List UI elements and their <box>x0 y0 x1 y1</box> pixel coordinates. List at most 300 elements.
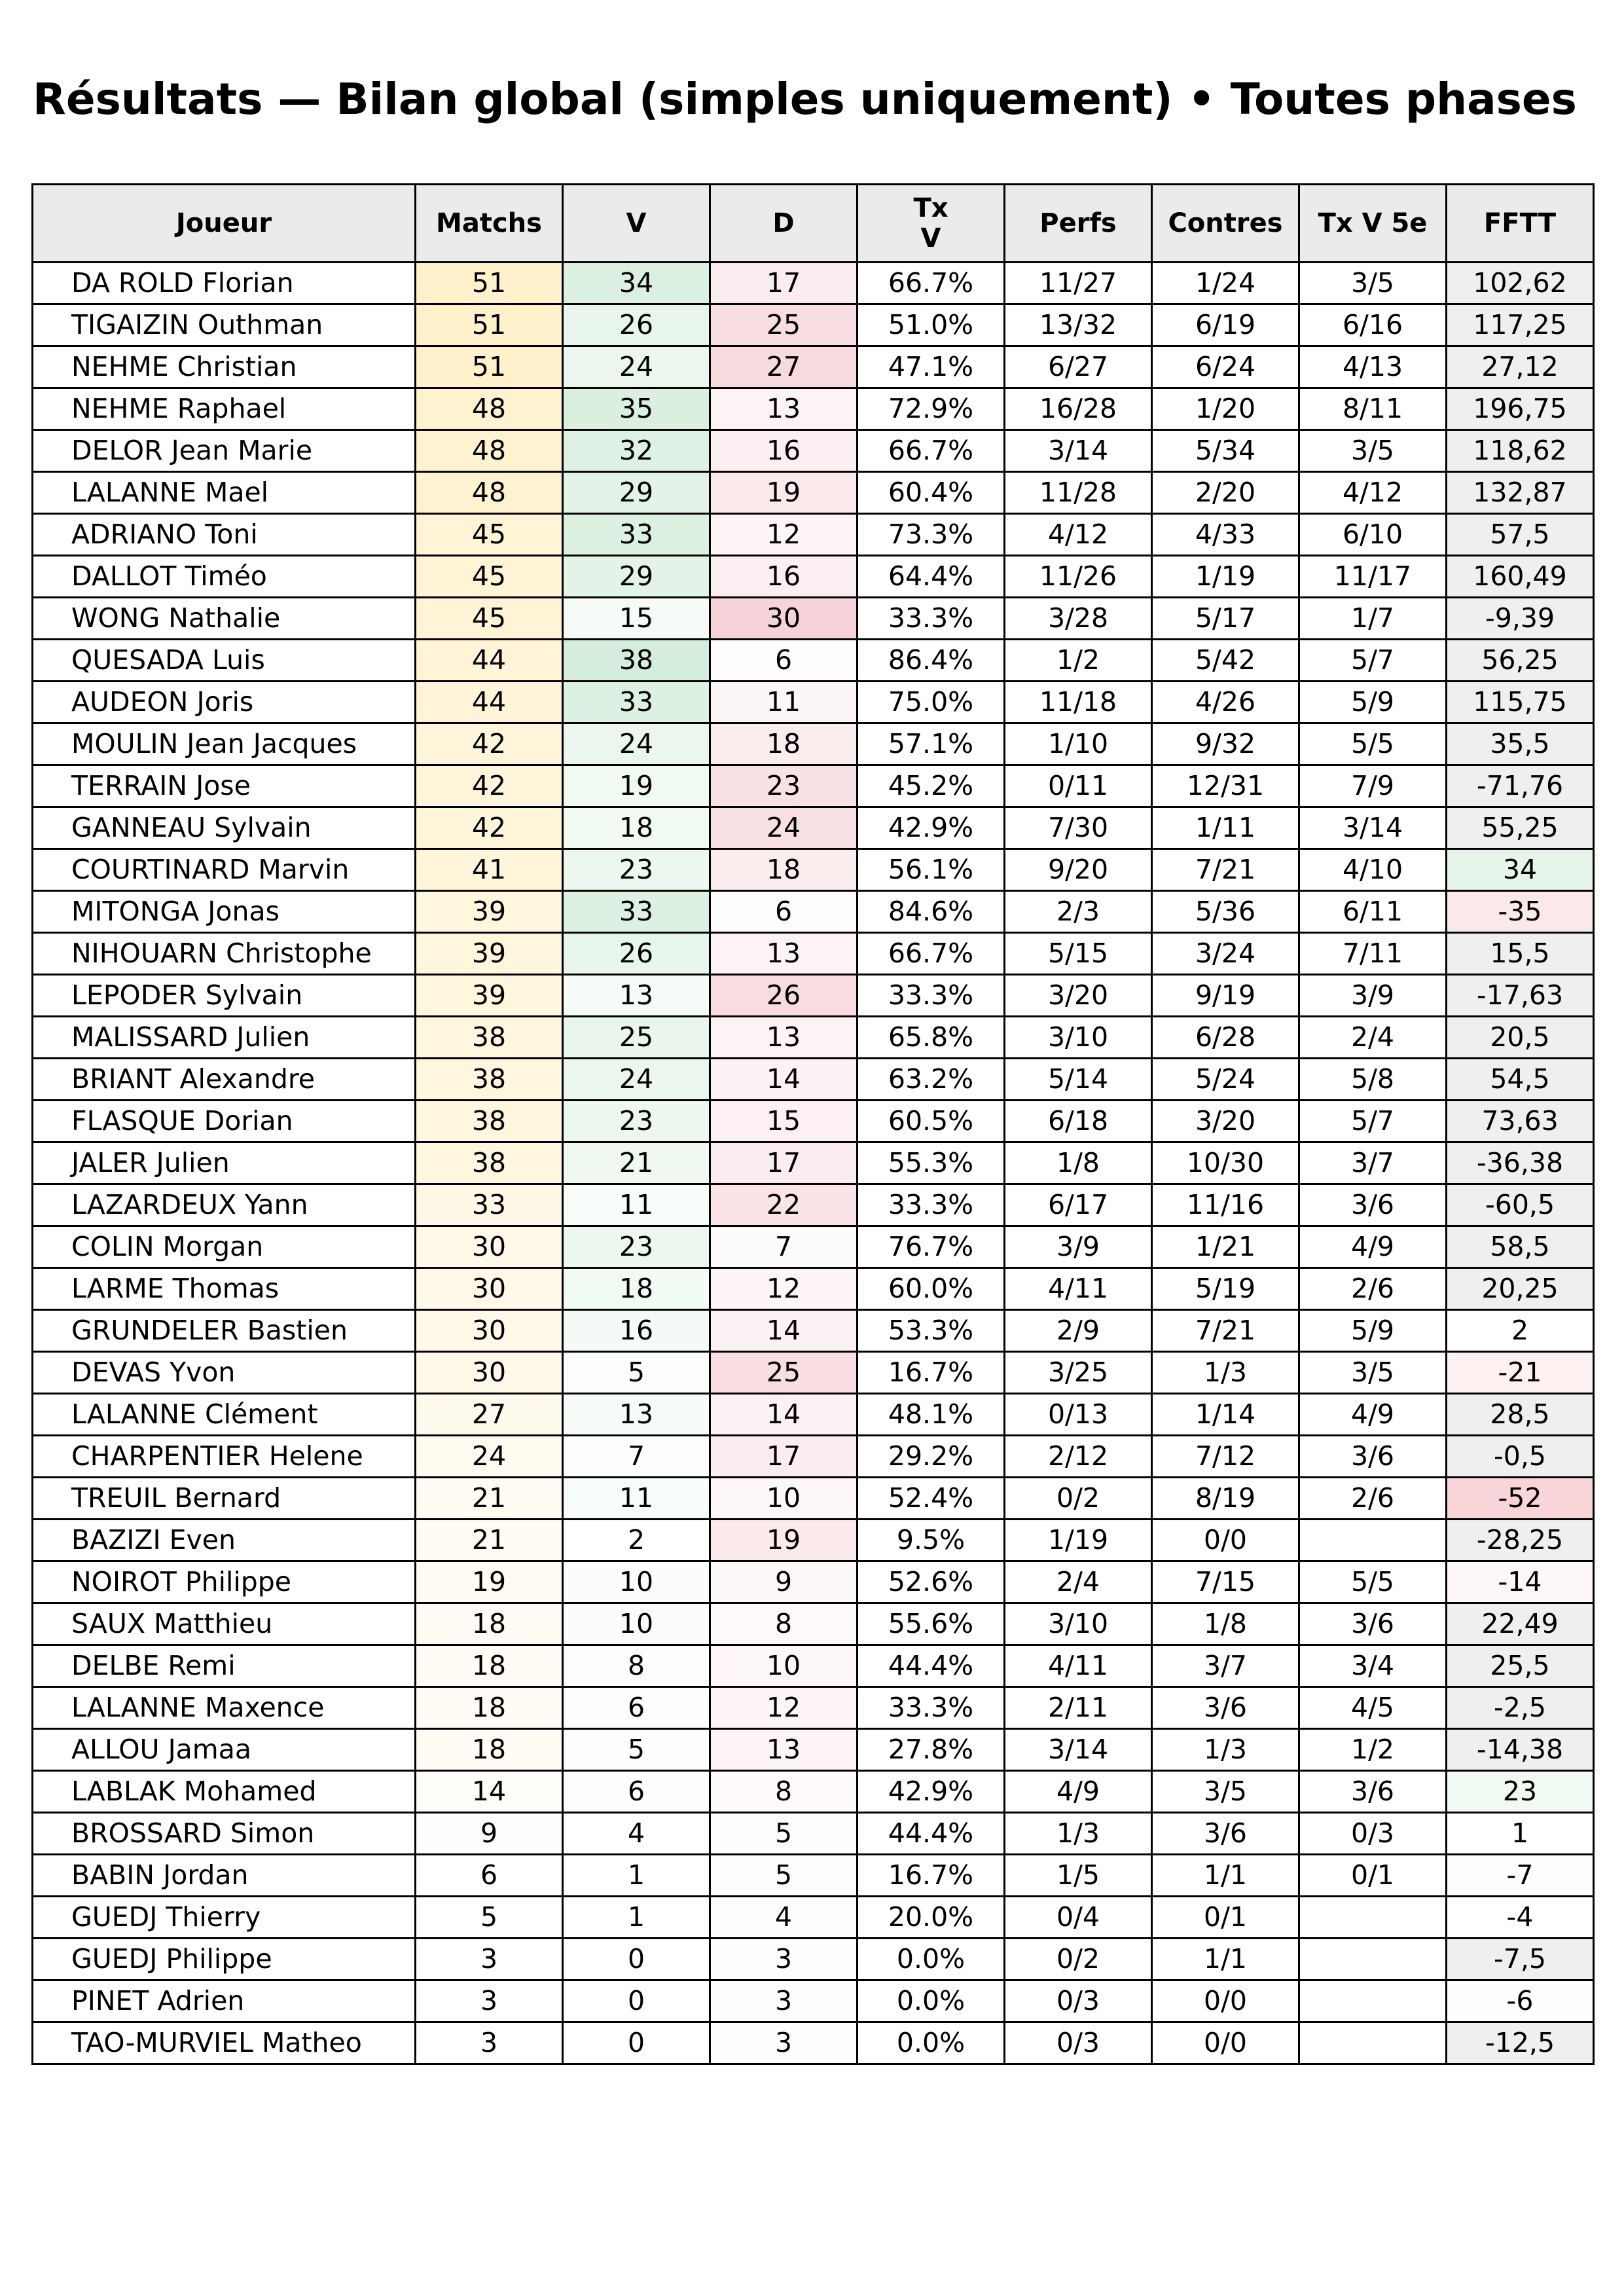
cell-joueur: GRUNDELER Bastien <box>33 1310 416 1352</box>
cell-tx-v: 0.0% <box>857 1980 1005 2022</box>
cell-joueur: NEHME Christian <box>33 346 416 388</box>
cell-contres: 1/24 <box>1152 263 1299 304</box>
cell-perfs: 6/18 <box>1005 1101 1152 1142</box>
cell-tx-v: 60.4% <box>857 472 1005 514</box>
cell-contres: 0/1 <box>1152 1897 1299 1939</box>
table-row <box>33 1310 1594 1352</box>
cell-contres: 5/36 <box>1152 891 1299 933</box>
table-row <box>33 1101 1594 1142</box>
cell-d: 14 <box>710 1394 857 1436</box>
cell-tx-v: 73.3% <box>857 514 1005 556</box>
cell-perfs: 5/15 <box>1005 933 1152 975</box>
cell-fftt: 196,75 <box>1447 388 1594 430</box>
cell-joueur: ADRIANO Toni <box>33 514 416 556</box>
cell-matchs: 30 <box>416 1352 563 1394</box>
results-table <box>31 183 1595 2065</box>
cell-fftt: 73,63 <box>1447 1101 1594 1142</box>
cell-joueur: GUEDJ Thierry <box>33 1897 416 1939</box>
cell-tx-v-5e: 3/6 <box>1299 1184 1447 1226</box>
cell-perfs: 0/3 <box>1005 2022 1152 2064</box>
cell-d: 10 <box>710 1478 857 1520</box>
cell-matchs: 3 <box>416 1980 563 2022</box>
cell-fftt: 54,5 <box>1447 1059 1594 1101</box>
cell-matchs: 45 <box>416 556 563 598</box>
table-row <box>33 1142 1594 1184</box>
cell-d: 3 <box>710 1939 857 1980</box>
cell-v: 1 <box>563 1855 710 1897</box>
cell-matchs: 44 <box>416 640 563 682</box>
cell-contres: 3/6 <box>1152 1687 1299 1729</box>
table-row <box>33 807 1594 849</box>
cell-d: 6 <box>710 891 857 933</box>
column-header-d: D <box>710 185 857 263</box>
cell-tx-v: 63.2% <box>857 1059 1005 1101</box>
cell-tx-v: 84.6% <box>857 891 1005 933</box>
table-row <box>33 723 1594 765</box>
table-row <box>33 891 1594 933</box>
cell-contres: 5/24 <box>1152 1059 1299 1101</box>
cell-d: 13 <box>710 388 857 430</box>
cell-d: 14 <box>710 1059 857 1101</box>
cell-matchs: 42 <box>416 723 563 765</box>
cell-tx-v-5e: 3/6 <box>1299 1436 1447 1478</box>
cell-contres: 12/31 <box>1152 765 1299 807</box>
cell-contres: 5/42 <box>1152 640 1299 682</box>
cell-tx-v: 29.2% <box>857 1436 1005 1478</box>
cell-v: 23 <box>563 849 710 891</box>
cell-fftt: -2,5 <box>1447 1687 1594 1729</box>
cell-contres: 1/8 <box>1152 1603 1299 1645</box>
cell-matchs: 41 <box>416 849 563 891</box>
cell-fftt: -71,76 <box>1447 765 1594 807</box>
cell-fftt: -17,63 <box>1447 975 1594 1017</box>
cell-tx-v-5e <box>1299 1897 1447 1939</box>
cell-tx-v: 33.3% <box>857 598 1005 640</box>
cell-d: 14 <box>710 1310 857 1352</box>
table-row <box>33 1268 1594 1310</box>
cell-d: 24 <box>710 807 857 849</box>
cell-perfs: 7/30 <box>1005 807 1152 849</box>
cell-tx-v-5e: 4/13 <box>1299 346 1447 388</box>
cell-contres: 3/6 <box>1152 1813 1299 1855</box>
cell-tx-v-5e: 0/1 <box>1299 1855 1447 1897</box>
cell-tx-v-5e: 3/6 <box>1299 1771 1447 1813</box>
cell-joueur: SAUX Matthieu <box>33 1603 416 1645</box>
cell-matchs: 44 <box>416 682 563 723</box>
table-row <box>33 1394 1594 1436</box>
cell-tx-v: 48.1% <box>857 1394 1005 1436</box>
table-row <box>33 849 1594 891</box>
cell-matchs: 38 <box>416 1059 563 1101</box>
cell-matchs: 48 <box>416 430 563 472</box>
cell-tx-v: 42.9% <box>857 1771 1005 1813</box>
cell-contres: 10/30 <box>1152 1142 1299 1184</box>
cell-v: 33 <box>563 682 710 723</box>
cell-d: 27 <box>710 346 857 388</box>
table-row <box>33 1352 1594 1394</box>
cell-joueur: MALISSARD Julien <box>33 1017 416 1059</box>
cell-matchs: 18 <box>416 1603 563 1645</box>
cell-tx-v: 44.4% <box>857 1813 1005 1855</box>
cell-tx-v-5e <box>1299 1980 1447 2022</box>
table-row <box>33 1897 1594 1939</box>
table-row <box>33 1520 1594 1561</box>
table-row <box>33 556 1594 598</box>
cell-perfs: 16/28 <box>1005 388 1152 430</box>
cell-d: 26 <box>710 975 857 1017</box>
cell-tx-v: 52.4% <box>857 1478 1005 1520</box>
cell-contres: 5/19 <box>1152 1268 1299 1310</box>
cell-perfs: 5/14 <box>1005 1059 1152 1101</box>
cell-v: 35 <box>563 388 710 430</box>
cell-tx-v-5e: 0/3 <box>1299 1813 1447 1855</box>
cell-contres: 1/3 <box>1152 1352 1299 1394</box>
cell-d: 4 <box>710 1897 857 1939</box>
table-row <box>33 430 1594 472</box>
cell-tx-v-5e: 2/6 <box>1299 1268 1447 1310</box>
cell-tx-v: 72.9% <box>857 388 1005 430</box>
cell-contres: 3/20 <box>1152 1101 1299 1142</box>
cell-contres: 9/32 <box>1152 723 1299 765</box>
cell-joueur: BABIN Jordan <box>33 1855 416 1897</box>
cell-v: 8 <box>563 1645 710 1687</box>
cell-v: 32 <box>563 430 710 472</box>
cell-fftt: -60,5 <box>1447 1184 1594 1226</box>
cell-tx-v: 47.1% <box>857 346 1005 388</box>
cell-v: 33 <box>563 891 710 933</box>
cell-v: 11 <box>563 1478 710 1520</box>
table-row <box>33 1478 1594 1520</box>
cell-fftt: 115,75 <box>1447 682 1594 723</box>
cell-fftt: 22,49 <box>1447 1603 1594 1645</box>
cell-perfs: 3/9 <box>1005 1226 1152 1268</box>
cell-perfs: 2/3 <box>1005 891 1152 933</box>
cell-joueur: DEVAS Yvon <box>33 1352 416 1394</box>
cell-tx-v-5e: 4/5 <box>1299 1687 1447 1729</box>
cell-tx-v: 66.7% <box>857 430 1005 472</box>
cell-perfs: 3/10 <box>1005 1603 1152 1645</box>
cell-matchs: 5 <box>416 1897 563 1939</box>
cell-joueur: COURTINARD Marvin <box>33 849 416 891</box>
cell-perfs: 1/19 <box>1005 1520 1152 1561</box>
cell-fftt: -7,5 <box>1447 1939 1594 1980</box>
cell-d: 13 <box>710 1729 857 1771</box>
cell-tx-v: 44.4% <box>857 1645 1005 1687</box>
table-row <box>33 1939 1594 1980</box>
column-header-perfs: Perfs <box>1005 185 1152 263</box>
cell-v: 13 <box>563 1394 710 1436</box>
cell-matchs: 21 <box>416 1520 563 1561</box>
cell-perfs: 3/14 <box>1005 1729 1152 1771</box>
table-row <box>33 1645 1594 1687</box>
cell-contres: 1/14 <box>1152 1394 1299 1436</box>
cell-contres: 0/0 <box>1152 1520 1299 1561</box>
table-row <box>33 2022 1594 2064</box>
cell-contres: 4/26 <box>1152 682 1299 723</box>
cell-matchs: 18 <box>416 1645 563 1687</box>
cell-d: 30 <box>710 598 857 640</box>
cell-tx-v-5e: 3/14 <box>1299 807 1447 849</box>
cell-perfs: 3/28 <box>1005 598 1152 640</box>
cell-d: 17 <box>710 1436 857 1478</box>
cell-contres: 7/21 <box>1152 1310 1299 1352</box>
cell-perfs: 13/32 <box>1005 304 1152 346</box>
cell-tx-v: 55.6% <box>857 1603 1005 1645</box>
cell-matchs: 51 <box>416 304 563 346</box>
cell-d: 12 <box>710 514 857 556</box>
cell-v: 13 <box>563 975 710 1017</box>
cell-tx-v-5e: 6/11 <box>1299 891 1447 933</box>
cell-tx-v-5e: 6/10 <box>1299 514 1447 556</box>
cell-d: 13 <box>710 933 857 975</box>
cell-contres: 9/19 <box>1152 975 1299 1017</box>
cell-perfs: 2/4 <box>1005 1561 1152 1603</box>
column-header-v: V <box>563 185 710 263</box>
table-row <box>33 1771 1594 1813</box>
cell-tx-v-5e: 4/9 <box>1299 1226 1447 1268</box>
cell-fftt: 35,5 <box>1447 723 1594 765</box>
table-row <box>33 304 1594 346</box>
cell-v: 23 <box>563 1226 710 1268</box>
cell-perfs: 11/28 <box>1005 472 1152 514</box>
cell-fftt: 117,25 <box>1447 304 1594 346</box>
cell-perfs: 4/9 <box>1005 1771 1152 1813</box>
cell-perfs: 2/12 <box>1005 1436 1152 1478</box>
cell-tx-v-5e: 7/11 <box>1299 933 1447 975</box>
cell-fftt: -36,38 <box>1447 1142 1594 1184</box>
cell-perfs: 0/2 <box>1005 1478 1152 1520</box>
cell-d: 18 <box>710 723 857 765</box>
cell-perfs: 0/4 <box>1005 1897 1152 1939</box>
cell-joueur: GANNEAU Sylvain <box>33 807 416 849</box>
cell-tx-v: 33.3% <box>857 1687 1005 1729</box>
cell-tx-v: 66.7% <box>857 263 1005 304</box>
cell-fftt: -7 <box>1447 1855 1594 1897</box>
cell-fftt: 27,12 <box>1447 346 1594 388</box>
header-row <box>33 185 1594 263</box>
cell-d: 25 <box>710 1352 857 1394</box>
column-header-matchs: Matchs <box>416 185 563 263</box>
cell-fftt: -28,25 <box>1447 1520 1594 1561</box>
table-row <box>33 1603 1594 1645</box>
cell-perfs: 0/13 <box>1005 1394 1152 1436</box>
table-row <box>33 598 1594 640</box>
cell-joueur: LEPODER Sylvain <box>33 975 416 1017</box>
table-row <box>33 1813 1594 1855</box>
cell-perfs: 4/11 <box>1005 1268 1152 1310</box>
cell-matchs: 33 <box>416 1184 563 1226</box>
cell-d: 9 <box>710 1561 857 1603</box>
cell-v: 7 <box>563 1436 710 1478</box>
cell-contres: 1/20 <box>1152 388 1299 430</box>
table-row <box>33 682 1594 723</box>
table-row <box>33 933 1594 975</box>
cell-v: 16 <box>563 1310 710 1352</box>
cell-joueur: TREUIL Bernard <box>33 1478 416 1520</box>
cell-matchs: 30 <box>416 1268 563 1310</box>
cell-perfs: 3/20 <box>1005 975 1152 1017</box>
cell-v: 29 <box>563 556 710 598</box>
cell-d: 19 <box>710 1520 857 1561</box>
cell-perfs: 1/10 <box>1005 723 1152 765</box>
cell-matchs: 19 <box>416 1561 563 1603</box>
cell-contres: 2/20 <box>1152 472 1299 514</box>
cell-perfs: 2/9 <box>1005 1310 1152 1352</box>
cell-joueur: PINET Adrien <box>33 1980 416 2022</box>
cell-tx-v: 75.0% <box>857 682 1005 723</box>
cell-v: 5 <box>563 1729 710 1771</box>
column-header-tx-v-5e: Tx V 5e <box>1299 185 1447 263</box>
cell-tx-v-5e <box>1299 2022 1447 2064</box>
cell-tx-v-5e <box>1299 1520 1447 1561</box>
cell-tx-v: 42.9% <box>857 807 1005 849</box>
cell-tx-v-5e: 3/5 <box>1299 263 1447 304</box>
table-row <box>33 975 1594 1017</box>
cell-v: 21 <box>563 1142 710 1184</box>
cell-d: 5 <box>710 1813 857 1855</box>
cell-perfs: 1/5 <box>1005 1855 1152 1897</box>
cell-matchs: 38 <box>416 1142 563 1184</box>
cell-d: 6 <box>710 640 857 682</box>
cell-contres: 11/16 <box>1152 1184 1299 1226</box>
cell-matchs: 14 <box>416 1771 563 1813</box>
cell-contres: 8/19 <box>1152 1478 1299 1520</box>
table-row <box>33 1980 1594 2022</box>
cell-tx-v-5e: 11/17 <box>1299 556 1447 598</box>
table-row <box>33 388 1594 430</box>
cell-v: 4 <box>563 1813 710 1855</box>
page-title: Résultats — Bilan global (simples uniquement) • Toutes phases <box>33 74 1577 124</box>
cell-perfs: 1/8 <box>1005 1142 1152 1184</box>
cell-tx-v-5e: 5/5 <box>1299 723 1447 765</box>
cell-d: 19 <box>710 472 857 514</box>
cell-fftt: 28,5 <box>1447 1394 1594 1436</box>
cell-tx-v-5e: 3/5 <box>1299 1352 1447 1394</box>
cell-v: 34 <box>563 263 710 304</box>
cell-v: 29 <box>563 472 710 514</box>
cell-perfs: 2/11 <box>1005 1687 1152 1729</box>
cell-matchs: 38 <box>416 1101 563 1142</box>
cell-joueur: TERRAIN Jose <box>33 765 416 807</box>
cell-d: 10 <box>710 1645 857 1687</box>
cell-d: 8 <box>710 1603 857 1645</box>
cell-joueur: LABLAK Mohamed <box>33 1771 416 1813</box>
cell-d: 17 <box>710 263 857 304</box>
table-row <box>33 1017 1594 1059</box>
cell-matchs: 51 <box>416 263 563 304</box>
cell-fftt: -52 <box>1447 1478 1594 1520</box>
column-header-contres: Contres <box>1152 185 1299 263</box>
cell-contres: 4/33 <box>1152 514 1299 556</box>
cell-fftt: 15,5 <box>1447 933 1594 975</box>
cell-contres: 6/24 <box>1152 346 1299 388</box>
cell-joueur: NEHME Raphael <box>33 388 416 430</box>
cell-matchs: 27 <box>416 1394 563 1436</box>
cell-d: 22 <box>710 1184 857 1226</box>
cell-v: 1 <box>563 1897 710 1939</box>
table-row <box>33 640 1594 682</box>
cell-tx-v-5e: 6/16 <box>1299 304 1447 346</box>
cell-d: 3 <box>710 1980 857 2022</box>
cell-tx-v: 16.7% <box>857 1352 1005 1394</box>
cell-tx-v: 33.3% <box>857 1184 1005 1226</box>
cell-tx-v-5e: 5/9 <box>1299 682 1447 723</box>
cell-v: 26 <box>563 933 710 975</box>
cell-joueur: DA ROLD Florian <box>33 263 416 304</box>
cell-v: 23 <box>563 1101 710 1142</box>
cell-tx-v: 60.0% <box>857 1268 1005 1310</box>
cell-matchs: 38 <box>416 1017 563 1059</box>
cell-tx-v: 56.1% <box>857 849 1005 891</box>
cell-matchs: 30 <box>416 1310 563 1352</box>
cell-joueur: COLIN Morgan <box>33 1226 416 1268</box>
cell-joueur: GUEDJ Philippe <box>33 1939 416 1980</box>
cell-tx-v-5e <box>1299 1939 1447 1980</box>
cell-joueur: CHARPENTIER Helene <box>33 1436 416 1478</box>
cell-contres: 3/24 <box>1152 933 1299 975</box>
cell-contres: 5/34 <box>1152 430 1299 472</box>
cell-tx-v-5e: 5/5 <box>1299 1561 1447 1603</box>
cell-v: 26 <box>563 304 710 346</box>
cell-joueur: QUESADA Luis <box>33 640 416 682</box>
cell-fftt: 118,62 <box>1447 430 1594 472</box>
cell-matchs: 24 <box>416 1436 563 1478</box>
column-header-joueur: Joueur <box>33 185 416 263</box>
cell-tx-v-5e: 7/9 <box>1299 765 1447 807</box>
cell-v: 25 <box>563 1017 710 1059</box>
cell-contres: 1/19 <box>1152 556 1299 598</box>
cell-v: 19 <box>563 765 710 807</box>
cell-perfs: 1/3 <box>1005 1813 1152 1855</box>
cell-tx-v: 55.3% <box>857 1142 1005 1184</box>
cell-fftt: -14,38 <box>1447 1729 1594 1771</box>
cell-matchs: 42 <box>416 807 563 849</box>
cell-perfs: 3/14 <box>1005 430 1152 472</box>
cell-perfs: 11/26 <box>1005 556 1152 598</box>
cell-matchs: 3 <box>416 2022 563 2064</box>
cell-matchs: 9 <box>416 1813 563 1855</box>
cell-contres: 1/3 <box>1152 1729 1299 1771</box>
cell-fftt: -4 <box>1447 1897 1594 1939</box>
cell-perfs: 3/10 <box>1005 1017 1152 1059</box>
cell-perfs: 3/25 <box>1005 1352 1152 1394</box>
cell-joueur: BAZIZI Even <box>33 1520 416 1561</box>
cell-fftt: 34 <box>1447 849 1594 891</box>
cell-tx-v-5e: 1/7 <box>1299 598 1447 640</box>
cell-d: 3 <box>710 2022 857 2064</box>
cell-perfs: 11/27 <box>1005 263 1152 304</box>
cell-contres: 0/0 <box>1152 1980 1299 2022</box>
table-row <box>33 1436 1594 1478</box>
cell-perfs: 4/12 <box>1005 514 1152 556</box>
cell-tx-v: 33.3% <box>857 975 1005 1017</box>
cell-matchs: 39 <box>416 975 563 1017</box>
table-row <box>33 263 1594 304</box>
cell-joueur: BRIANT Alexandre <box>33 1059 416 1101</box>
cell-d: 12 <box>710 1268 857 1310</box>
cell-contres: 3/5 <box>1152 1771 1299 1813</box>
cell-contres: 6/19 <box>1152 304 1299 346</box>
cell-d: 8 <box>710 1771 857 1813</box>
cell-perfs: 1/2 <box>1005 640 1152 682</box>
cell-d: 23 <box>710 765 857 807</box>
cell-perfs: 0/11 <box>1005 765 1152 807</box>
cell-tx-v: 86.4% <box>857 640 1005 682</box>
cell-v: 10 <box>563 1603 710 1645</box>
cell-d: 17 <box>710 1142 857 1184</box>
cell-tx-v-5e: 5/7 <box>1299 1101 1447 1142</box>
cell-matchs: 6 <box>416 1855 563 1897</box>
